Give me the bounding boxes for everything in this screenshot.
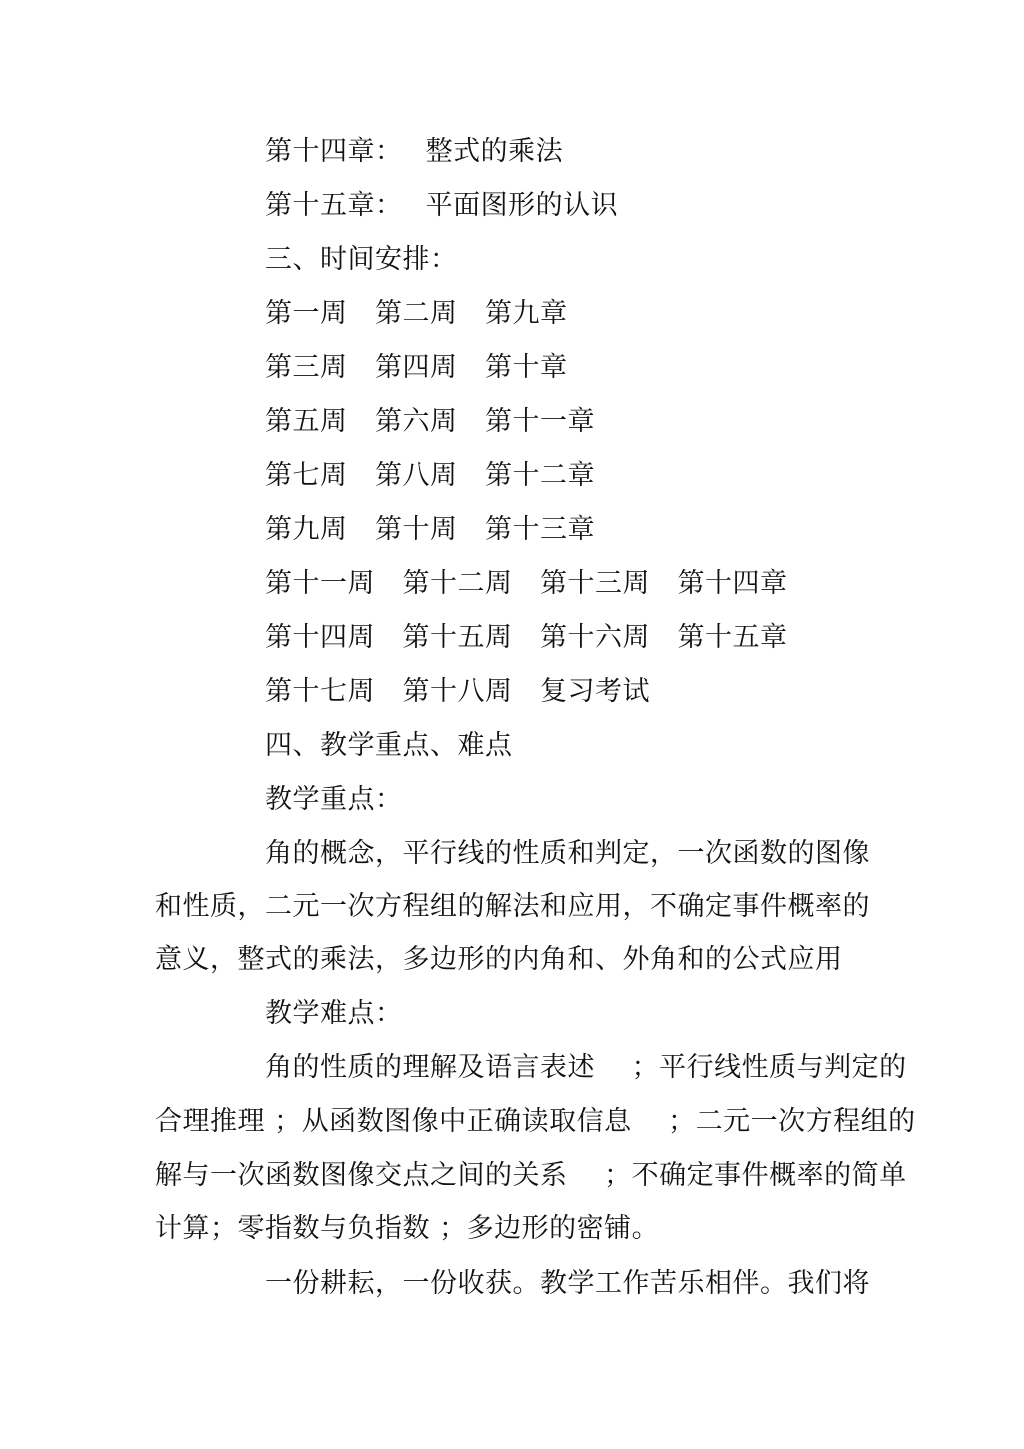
key-points-label: 教学重点： [265,784,403,815]
key-points-text-line-3: 意义，整式的乘法，多边形的内角和、外角和的公式应用 [155,944,843,975]
difficulties-text-line-4: 计算；零指数与负指数 ；多边形的密铺。 [155,1213,660,1244]
difficulties-text-line-3: 解与一次函数图像交点之间的关系 ；不确定事件概率的简单 [155,1160,907,1191]
schedule-row-3: 第五周 第六周 第十一章 [265,406,595,437]
schedule-heading: 三、时间安排： [265,244,458,275]
chapter-15-line: 第十五章： 平面图形的认识 [265,190,619,221]
schedule-row-2: 第三周 第四周 第十章 [265,352,568,383]
schedule-row-6: 第十一周 第十二周 第十三周 第十四章 [265,568,788,599]
difficulties-label: 教学难点： [265,998,403,1029]
difficulties-text-line-2: 合理推理 ；从函数图像中正确读取信息 ；二元一次方程组的 [155,1106,916,1137]
key-points-text-line-2: 和性质，二元一次方程组的解法和应用，不确定事件概率的 [155,891,870,922]
section-heading-key-points: 四、教学重点、难点 [265,730,513,761]
closing-text-line: 一份耕耘，一份收获。教学工作苦乐相伴。我们将 [265,1268,870,1299]
schedule-row-1: 第一周 第二周 第九章 [265,298,568,329]
schedule-row-4: 第七周 第八周 第十二章 [265,460,595,491]
schedule-row-5: 第九周 第十周 第十三章 [265,514,595,545]
key-points-text-line-1: 角的概念，平行线的性质和判定，一次函数的图像 [265,838,870,869]
chapter-14-line: 第十四章： 整式的乘法 [265,136,564,167]
schedule-row-7: 第十四周 第十五周 第十六周 第十五章 [265,622,788,653]
difficulties-text-line-1: 角的性质的理解及语言表述 ；平行线性质与判定的 [265,1052,907,1083]
schedule-row-8: 第十七周 第十八周 复习考试 [265,676,650,707]
